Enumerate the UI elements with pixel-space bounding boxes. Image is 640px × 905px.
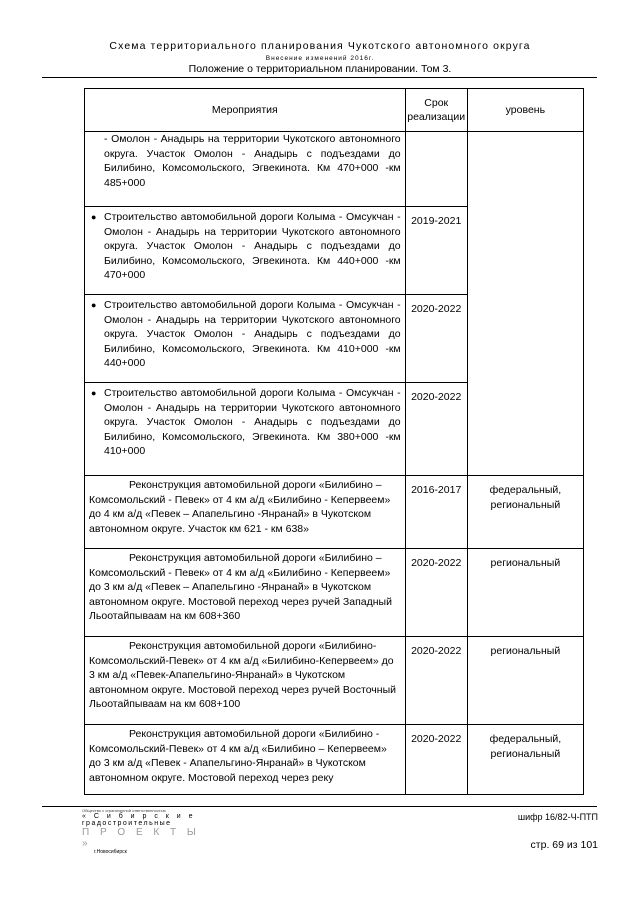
- table-row: [85, 549, 584, 637]
- period-cell: 2020-2022: [405, 295, 467, 383]
- measure-text: Строительство автомобильной дороги Колыма - Омсукчан - Омолон - Анадырь на территории Чукотского автономного округа. Участок Омолон - Анадырь с подъездами до Билибино, Комсомольского, Эгвекинота. Км 440+000 -км 470+000: [104, 211, 401, 281]
- table-row: [85, 476, 584, 549]
- measure-text: Реконструкция автомобильной дороги «Билибино – Комсомольский - Певек» от 4 км а/д «Билибино - Кепервеем» до 4 км а/д «Певек – Апапельгино -Янранай» в Чукотском автономном округе. Участок км 621 - км 638»: [89, 479, 391, 535]
- document-subtitle: Внесение изменений 2016г.: [265, 55, 375, 62]
- measure-cell: [85, 476, 406, 549]
- measure-text: Строительство автомобильной дороги Колыма - Омсукчан - Омолон - Анадырь на территории Чукотского автономного округа. Участок Омолон - Анадырь с подъездами до Билибино, Комсомольского, Эгвекинота. Км 410+000 -км 440+000: [104, 299, 401, 369]
- measure-cell: [85, 549, 406, 637]
- table-row: [85, 132, 584, 207]
- table-header-row: [85, 89, 584, 132]
- period-cell: 2020-2022: [405, 383, 467, 476]
- measure-cell: [85, 207, 406, 295]
- period-cell: 2019-2021: [405, 207, 467, 295]
- column-header-measures: Мероприятия: [85, 89, 406, 132]
- measure-cell: [85, 383, 406, 476]
- level-cell: региональный: [467, 549, 583, 637]
- measure-text: Реконструкция автомобильной дороги «Билибино - Комсомольский-Певек» от 4 км а/д «Билибино – Кепервеем» до 3 км а/д «Певек - Апапельгино-Янранай» в Чукотском автономном округе. Мостовой переход через реку: [89, 728, 387, 784]
- period-cell: 2020-2022: [405, 725, 467, 795]
- column-header-level: уровень: [467, 89, 583, 132]
- page-number: стр. 69 из 101: [530, 839, 598, 851]
- measure-cell: [85, 725, 406, 795]
- period-cell: 2020-2022: [405, 637, 467, 725]
- period-cell: [405, 132, 467, 207]
- measure-text: - Омолон - Анадырь на территории Чукотского автономного округа. Участок Омолон - Анадырь с подъездами до Билибино, Комсомольского, Эгвекинота. Км 470+000 -км 485+000: [104, 133, 401, 189]
- measure-text: Реконструкция автомобильной дороги «Билибино-Комсомольский-Певек» от 4 км а/д «Билибино-Кепервеем» до 3 км а/д «Певек-Апапельгино-Янранай» в Чукотском автономном округе. Мостовой переход через ручей Восточный Льоотайпываам на км 608+100: [89, 640, 396, 710]
- bullet-icon: ●: [91, 212, 97, 222]
- level-cell: региональный: [467, 637, 583, 725]
- volume-title: Положение о территориальном планировании. Том 3.: [188, 63, 452, 75]
- footer-divider: [42, 806, 597, 807]
- document-code: шифр 16/82-Ч-ПТП: [517, 812, 598, 822]
- period-cell: 2016-2017: [405, 476, 467, 549]
- measure-cell: [85, 132, 406, 207]
- table-row: [85, 725, 584, 795]
- header-divider: [42, 77, 597, 78]
- measure-cell: [85, 295, 406, 383]
- document-title: Схема территориального планирования Чукотского автономного округа: [109, 40, 531, 52]
- column-header-period: Срок реализации: [405, 89, 467, 132]
- measure-text: Реконструкция автомобильной дороги «Билибино – Комсомольский - Певек» от 4 км а/д «Билибино - Кепервеем» до 3 км а/д «Певек – Апапельгино -Янранай» в Чукотском автономном округе. Мостовой переход через ручей Западный Льоотайпываам на км 608+360: [89, 552, 392, 622]
- measure-cell: [85, 637, 406, 725]
- level-cell: федеральный, региональный: [467, 476, 583, 549]
- bullet-icon: ●: [91, 388, 97, 398]
- period-cell: 2020-2022: [405, 549, 467, 637]
- measure-text: Строительство автомобильной дороги Колыма - Омсукчан - Омолон - Анадырь на территории Чукотского автономного округа. Участок Омолон - Анадырь с подъездами до Билибино, Комсомольского, Эгвекинота. Км 380+000 -км 410+000: [104, 387, 401, 457]
- level-cell: [467, 132, 583, 476]
- level-cell: федеральный, региональный: [467, 725, 583, 795]
- company-logo: Общество с ограниченной ответственностью « С и б и р с к и е градостроительные П Р О Е К Т Ы » г.Новосибирск: [82, 808, 200, 855]
- measures-table: [84, 88, 584, 795]
- bullet-icon: ●: [91, 300, 97, 310]
- table-row: [85, 637, 584, 725]
